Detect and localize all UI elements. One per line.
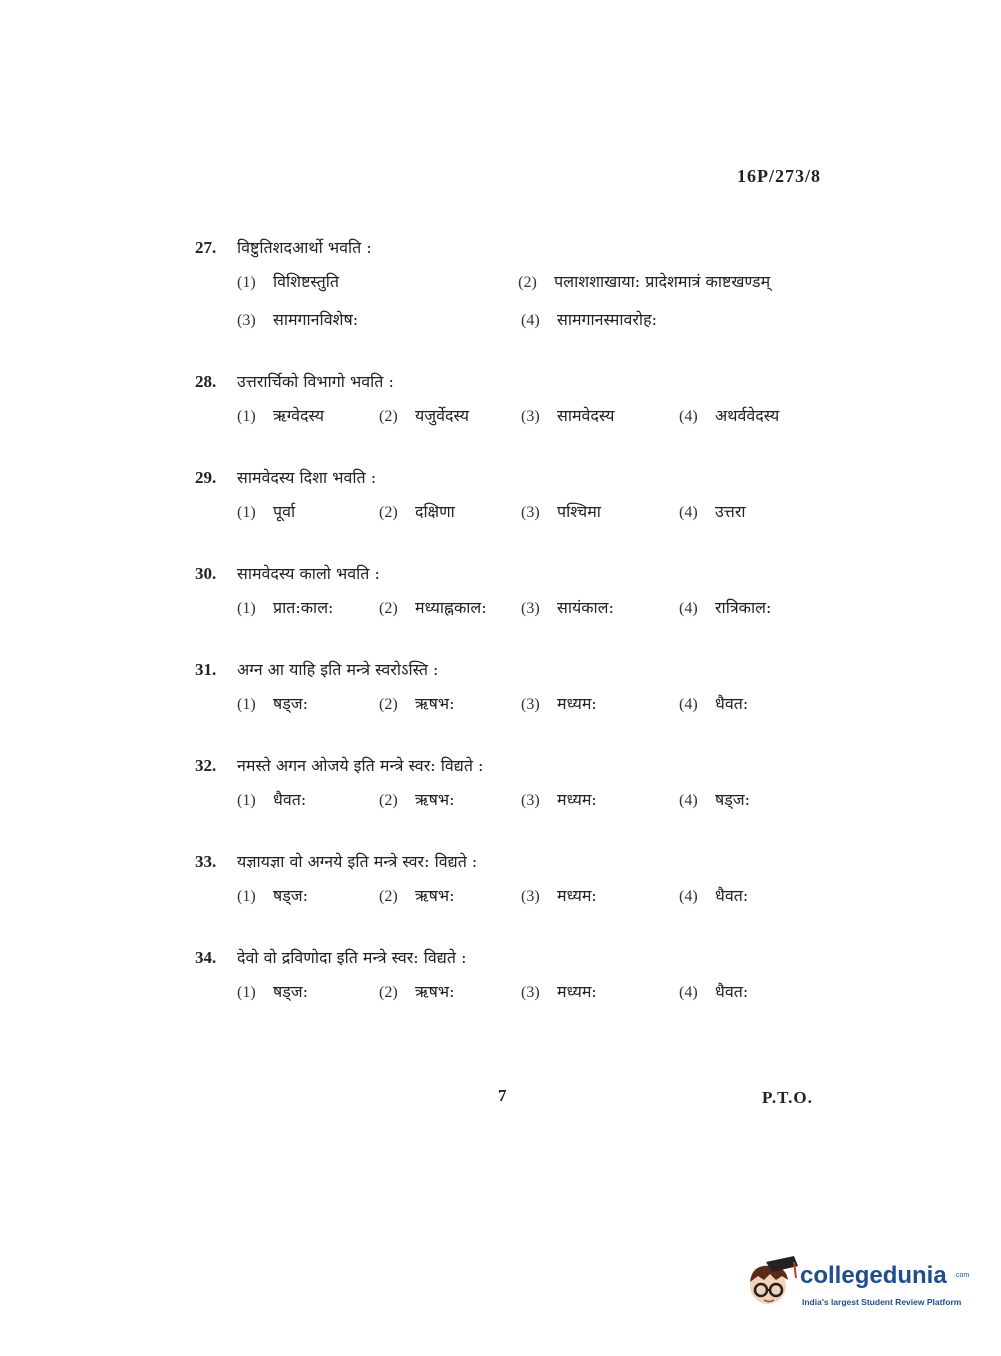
option-1: (1) विशिष्टस्तुति	[237, 272, 340, 291]
question-number: 29.	[195, 468, 217, 487]
option-2: (2) ऋषभ:	[379, 982, 455, 1001]
option-4: (4) उत्तरा	[679, 502, 746, 521]
question-number: 27.	[195, 238, 217, 257]
page-code: 16P/273/8	[737, 166, 821, 186]
option-1: (1) धैवत:	[237, 790, 307, 809]
option-3: (3) सामवेदस्य	[521, 406, 615, 425]
question-number: 28.	[195, 372, 217, 391]
student-mascot-icon	[742, 1256, 798, 1316]
option-1: (1) पूर्वा	[237, 502, 296, 521]
question-text: यज्ञायज्ञा वो अग्नये इति मन्त्रे स्वर: विद्यते :	[237, 852, 478, 871]
question-28	[195, 370, 835, 434]
option-1: (1) ऋग्वेदस्य	[237, 406, 325, 425]
question-text: नमस्ते अगन ओजये इति मन्त्रे स्वर: विद्यते :	[237, 756, 484, 775]
option-4: (4) धैवत:	[679, 694, 749, 713]
logo-name: collegedunia	[800, 1262, 947, 1289]
option-1: (1) षड्ज:	[237, 982, 309, 1001]
question-text: अग्न आ याहि इति मन्त्रे स्वरोऽस्ति :	[237, 660, 439, 679]
question-31	[195, 658, 835, 722]
question-text: उत्तरार्चिको विभागो भवति :	[237, 372, 394, 391]
option-4: (4) धैवत:	[679, 886, 749, 905]
pto-label: P.T.O.	[762, 1088, 813, 1107]
question-number: 32.	[195, 756, 217, 775]
option-4: (4) सामगानस्मावरोह:	[521, 310, 657, 329]
option-2: (2) मध्याह्नकाल:	[379, 598, 487, 617]
question-27	[195, 236, 835, 338]
option-3: (3) मध्यम:	[521, 886, 597, 905]
question-text: सामवेदस्य दिशा भवति :	[237, 468, 377, 487]
question-30	[195, 562, 835, 626]
option-2: (2) दक्षिणा	[379, 502, 455, 521]
logo-suffix: .com	[954, 1272, 970, 1279]
option-1: (1) प्रात:काल:	[237, 598, 334, 617]
option-2: (2) यजुर्वेदस्य	[379, 406, 470, 425]
option-4: (4) धैवत:	[679, 982, 749, 1001]
collegedunia-logo[interactable]	[742, 1256, 972, 1316]
option-4: (4) अथर्ववेदस्य	[679, 406, 780, 425]
option-3: (3) मध्यम:	[521, 790, 597, 809]
question-number: 33.	[195, 852, 217, 871]
option-3: (3) पश्चिमा	[521, 502, 601, 521]
option-3: (3) सामगानविशेष:	[237, 310, 359, 329]
option-2: (2) ऋषभ:	[379, 790, 455, 809]
question-text: विष्टुतिशदआर्थो भवति :	[237, 238, 372, 257]
option-1: (1) षड्ज:	[237, 694, 309, 713]
option-2: (2) ऋषभ:	[379, 886, 455, 905]
option-1: (1) षड्ज:	[237, 886, 309, 905]
question-number: 31.	[195, 660, 217, 679]
question-32	[195, 754, 835, 818]
question-34	[195, 946, 835, 1010]
page-number: 7	[498, 1086, 507, 1105]
question-number: 30.	[195, 564, 217, 583]
option-4: (4) षड्ज:	[679, 790, 751, 809]
question-text: सामवेदस्य कालो भवति :	[237, 564, 380, 583]
question-text: देवो वो द्रविणोदा इति मन्त्रे स्वर: विद्यते :	[237, 948, 467, 967]
option-2: (2) ऋषभ:	[379, 694, 455, 713]
question-33	[195, 850, 835, 914]
option-4: (4) रात्रिकाल:	[679, 598, 772, 617]
option-2: (2) पलाशशाखाया: प्रादेशमात्रं काष्टखण्डम्	[518, 272, 771, 291]
logo-tagline: India's largest Student Review Platform	[802, 1297, 962, 1307]
option-3: (3) मध्यम:	[521, 694, 597, 713]
option-3: (3) सायंकाल:	[521, 598, 614, 617]
option-3: (3) मध्यम:	[521, 982, 597, 1001]
question-29	[195, 466, 835, 530]
question-number: 34.	[195, 948, 217, 967]
